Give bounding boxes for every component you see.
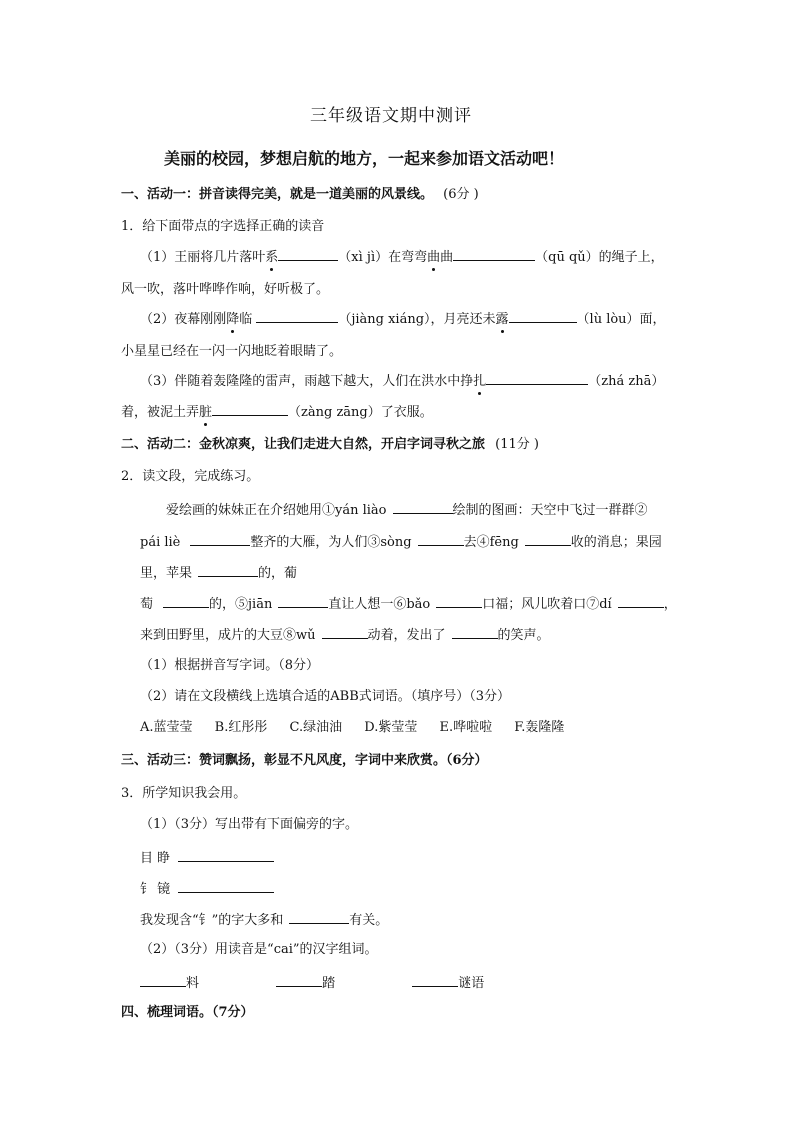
answer-blank[interactable] [140,973,186,987]
text: 有关。 [349,913,389,928]
answer-blank[interactable] [618,594,664,608]
answer-blank[interactable] [412,973,458,987]
question-1-label: 1．给下面带点的字选择正确的读音 [121,219,325,234]
passage-line-1 [166,500,648,520]
answer-blank[interactable] [256,309,338,323]
option-b[interactable]: B.红彤彤 [214,720,268,735]
text: 爱绘画的妹妹正在介绍她用①yán liào [166,503,387,518]
answer-blank[interactable] [525,532,571,546]
text: 的笑声。 [497,628,550,643]
dotted-char: 降 [226,312,240,327]
word-suffix: 谜语 [458,976,485,991]
option-d[interactable]: D.紫莹莹 [364,720,418,735]
answer-blank[interactable] [198,563,258,577]
section-1-score: (6分 ) [443,187,479,202]
section-1-heading [121,186,479,204]
text: （qū qǔ）的绳子上， [535,250,664,265]
text: 动着，发出了 [367,628,446,643]
answer-blank[interactable] [163,594,209,608]
q1-sentence-2 [140,309,666,329]
radical-note [140,910,388,930]
text: 着，被泥土弄 [121,405,200,420]
answer-blank[interactable] [486,371,588,385]
text: 整齐的大雁，为人们③sòng [250,535,412,550]
answer-blank[interactable] [453,247,535,261]
dotted-char: 扎 [473,374,487,389]
page-subtitle: 美丽的校园，梦想启航的地方，一起来参加语文活动吧！ [164,149,565,168]
text: 萄 [140,597,154,612]
answer-blank[interactable] [278,594,328,608]
text: 的，⑤jiān [209,597,273,612]
option-a[interactable]: A.蓝莹莹 [140,720,193,735]
text: 临 [239,312,253,327]
section-4-heading: 四、梳理词语。（7分） [121,1005,254,1020]
answer-blank[interactable] [276,973,322,987]
passage-line-4 [140,594,677,614]
section-3-heading: 三、活动三：赞词飘扬，彰显不凡风度，字词中来欣赏。（6分） [121,753,488,768]
passage-line-3 [140,563,297,583]
q1-sentence-1-cont: 风一吹，落叶哗哗作响，好听极了。 [121,282,330,297]
text: （3）伴随着轰隆隆的雷声，雨越下越大，人们在洪水中挣 [140,374,474,389]
text: 绘制的图画：天空中飞过一群群② [452,503,648,518]
answer-blank[interactable] [436,594,482,608]
section-2-title: 二、活动二：金秋凉爽，让我们走进大自然，开启字词寻秋之旅 [121,437,486,452]
answer-blank[interactable] [393,500,453,514]
answer-blank[interactable] [278,247,338,261]
text: （jiàng xiáng），月亮还未 [338,312,496,327]
dotted-char: 系 [265,250,279,265]
text: 曲 [440,250,454,265]
answer-blank[interactable] [178,879,274,893]
section-1-title: 一、活动一：拼音读得完美，就是一道美丽的风景线。 [121,187,434,202]
text: 来到田野里，成片的大豆⑧wǔ [140,628,316,643]
cai-words [140,973,484,993]
passage-line-5 [140,625,550,645]
radical-example: 钅 镜 [140,882,171,897]
abb-options [140,719,582,737]
text: （1）王丽将几片落叶 [140,250,266,265]
page-title: 三年级语文期中测评 [310,106,472,126]
radical-row-1 [140,848,274,868]
answer-blank[interactable] [509,309,577,323]
text: pái liè [140,535,181,550]
q3-sub-1: （1）（3分）写出带有下面偏旁的字。 [140,817,359,832]
q1-sentence-1 [140,247,664,267]
text: 直让人想一⑥bǎo [328,597,431,612]
answer-blank[interactable] [322,625,368,639]
option-f[interactable]: F.轰隆隆 [514,720,565,735]
answer-blank[interactable] [418,532,464,546]
section-2-score: (11分 ) [495,437,539,452]
option-e[interactable]: E.哗啦啦 [439,720,493,735]
answer-blank[interactable] [452,625,498,639]
option-c[interactable]: C.绿油油 [289,720,343,735]
passage-line-2 [140,532,662,552]
dotted-char: 露 [495,312,509,327]
q1-sentence-2-cont: 小星星已经在一闪一闪地眨着眼睛了。 [121,344,343,359]
radical-example: 目 睁 [140,851,171,866]
text: 去④fēng [463,535,519,550]
radical-row-2 [140,879,274,899]
q1-sentence-3-cont [121,402,433,422]
section-2-heading [121,436,539,454]
q2-sub-1: （1）根据拼音写字词。（8分） [140,658,320,673]
q3-sub-2: （2）（3分）用读音是“cai”的汉字组词。 [140,942,378,957]
question-3-label: 3．所学知识我会用。 [121,786,247,801]
text: （2）夜幕刚刚 [140,312,227,327]
answer-blank[interactable] [190,532,250,546]
text: （lù lòu）面， [576,312,666,327]
answer-blank[interactable] [178,848,274,862]
text: 里，苹果 [140,566,193,581]
dotted-char: 曲 [427,250,441,265]
answer-blank[interactable] [289,910,349,924]
text: 我发现含“钅”的字大多和 [140,913,284,928]
text: （xì jì）在弯弯 [338,250,428,265]
word-suffix: 料 [186,976,200,991]
text: ， [663,597,677,612]
text: 收的消息；果园 [570,535,662,550]
dotted-char: 脏 [199,405,213,420]
q2-sub-2: （2）请在文段横线上选填合适的ABB式词语。（填序号）（3分） [140,689,511,704]
text: 的，葡 [258,566,298,581]
text: （zàng zāng）了衣服。 [288,405,433,420]
question-2-label: 2．读文段，完成练习。 [121,469,260,484]
word-suffix: 踏 [322,976,336,991]
q1-sentence-3 [140,371,664,391]
text: 口福；风儿吹着口⑦dí [482,597,612,612]
text: （zhá zhā） [588,374,665,389]
answer-blank[interactable] [212,402,288,416]
